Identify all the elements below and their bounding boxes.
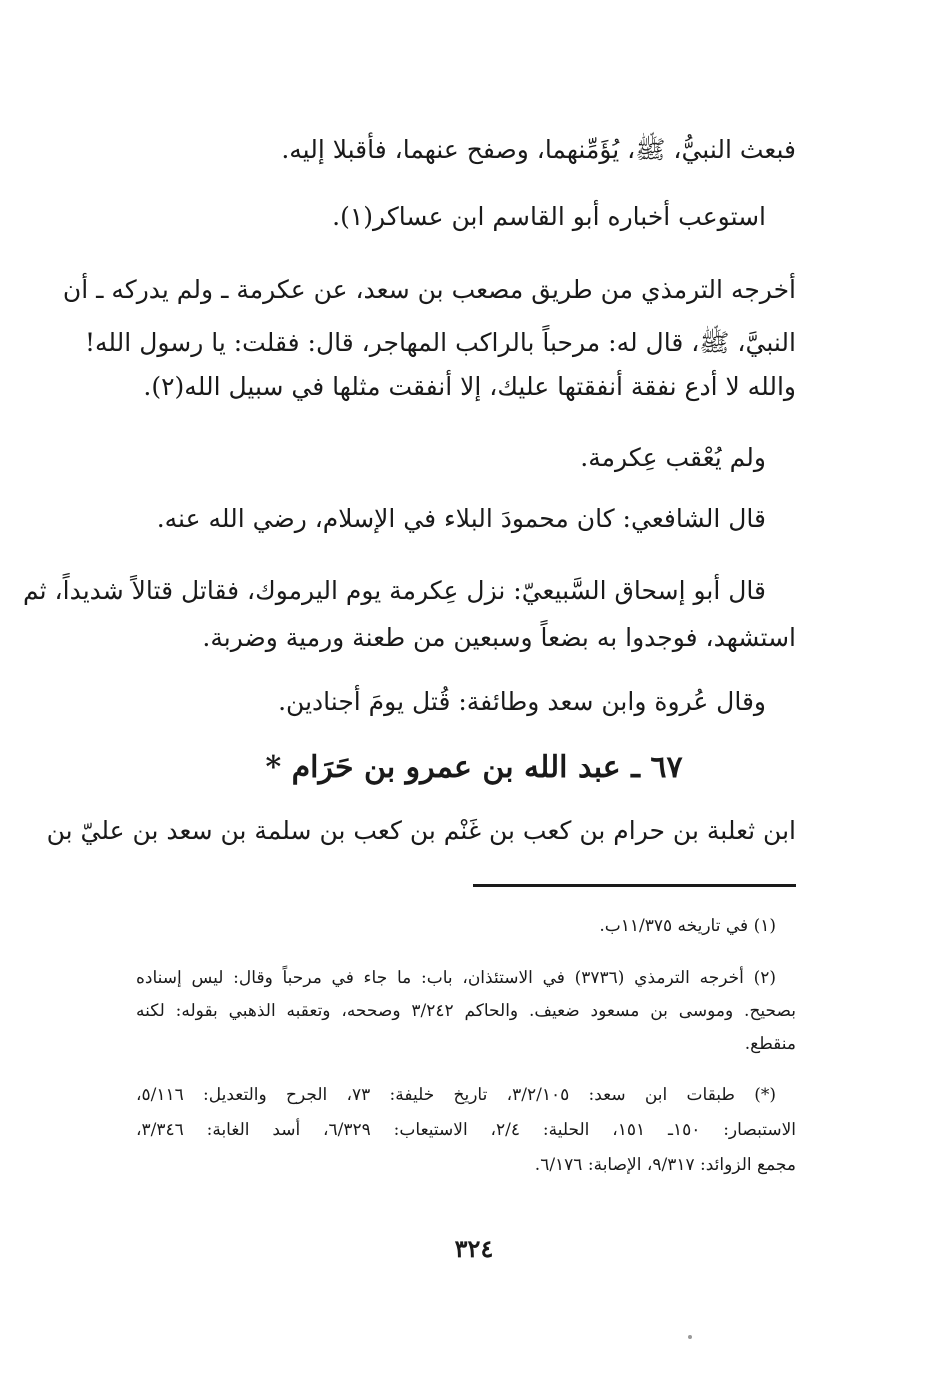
paragraph-line: أخرجه الترمذي من طريق مصعب بن سعد، عن عكرمة ـ ولم يدركه ـ أن xyxy=(62,275,796,304)
paragraph-line: فبعث النبيُّ، ﷺ، يُؤَمِّنهما، وصفح عنهما، فأقبلا إليه. xyxy=(281,135,796,164)
section-heading: ٦٧ ـ عبد الله بن عمرو بن حَرَام * xyxy=(265,750,683,785)
footnote-line: مجمع الزوائد: ٩/٣١٧، الإصابة: ٦/١٧٦. xyxy=(534,1155,796,1175)
paragraph-line: استوعب أخباره أبو القاسم ابن عساكر(١). xyxy=(332,202,766,231)
page-number: ٣٢٤ xyxy=(454,1234,494,1263)
footnote-divider xyxy=(473,884,796,887)
paragraph-line: ولم يُعْقب عِكرمة. xyxy=(580,443,766,472)
footnote-line: بصحيح. وموسى بن مسعود ضعيف. والحاكم ٣/٢٤٢ وصححه، وتعقبه الذهبي بقوله: لكنه xyxy=(136,1001,796,1021)
footnote-line: منقطع. xyxy=(744,1034,796,1054)
footnote-line: (٢) أخرجه الترمذي (٣٧٣٦) في الاستئذان، باب: ما جاء في مرحباً وقال: ليس إسناده xyxy=(136,968,776,988)
paragraph-line: قال أبو إسحاق السَّبيعيّ: نزل عِكرمة يوم اليرموك، فقاتل قتالاً شديداً، ثم xyxy=(23,576,766,605)
footnote-line: (*) طبقات ابن سعد: ٣/٢/١٠٥، تاريخ خليفة: ٧٣، الجرح والتعديل: ٥/١١٦، xyxy=(136,1085,776,1105)
footnote-line: (١) في تاريخه ١١/٣٧٥ب. xyxy=(599,916,776,936)
paragraph-line: استشهد، فوجدوا به بضعاً وسبعين من طعنة ورمية وضربة. xyxy=(202,623,796,652)
paragraph-line: النبيَّ، ﷺ، قال له: مرحباً بالراكب المهاجر، قال: فقلت: يا رسول الله! xyxy=(84,328,796,357)
footnote-line: الاستبصار: ١٥٠ـ ١٥١، الحلية: ٢/٤، الاستيعاب: ٦/٣٢٩، أسد الغابة: ٣/٣٤٦، xyxy=(136,1120,796,1140)
paragraph-line: وقال عُروة وابن سعد وطائفة: قُتل يومَ أجنادين. xyxy=(278,687,766,716)
paragraph-line: ابن ثعلبة بن حرام بن كعب بن غَنْم بن كعب بن سلمة بن سعد بن عليّ بن xyxy=(46,816,796,845)
paragraph-line: والله لا أدع نفقة أنفقتها عليك، إلا أنفقت مثلها في سبيل الله(٢). xyxy=(143,372,796,401)
paragraph-line: قال الشافعي: كان محمودَ البلاء في الإسلام، رضي الله عنه. xyxy=(156,504,766,533)
scan-speck xyxy=(688,1335,692,1339)
